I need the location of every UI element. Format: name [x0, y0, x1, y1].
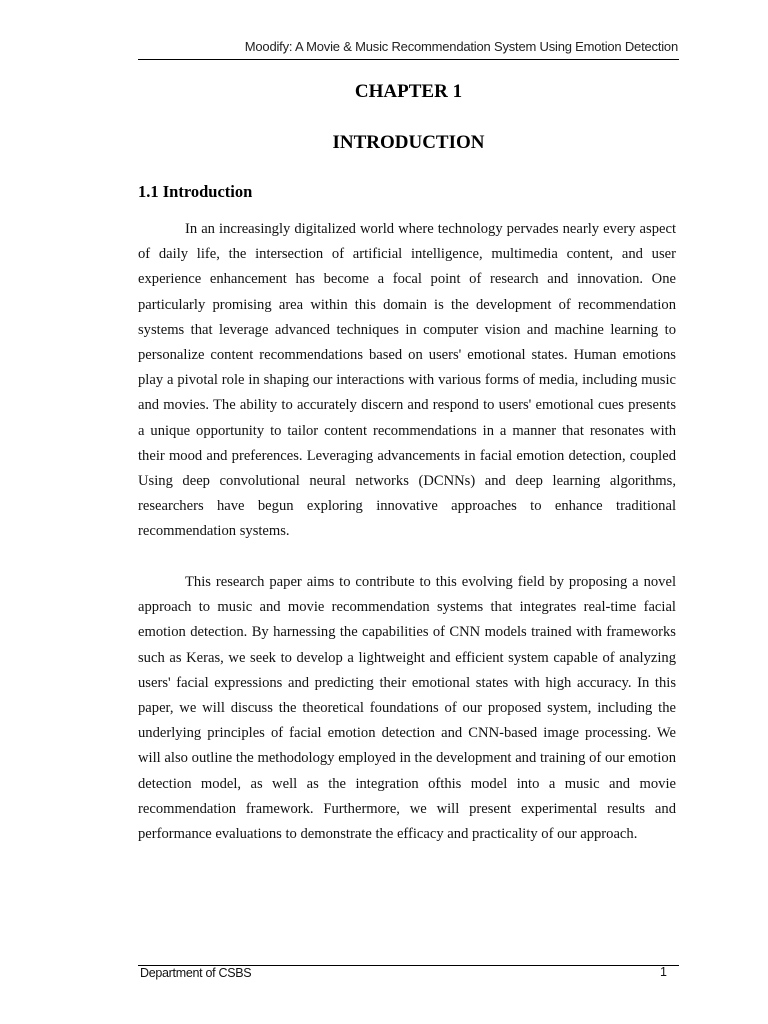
body-paragraph-2: This research paper aims to contribute to this evolving field by proposing a novel approach to music and movie recommendation systems that integrates real-time facial emotion detection. By harnessing the capabilities of CNN models trained with frameworks such as Keras, we seek to develop a lightweight and efficient system capable of analyzing users' facial expressions and predicting their emotional states with high accuracy. In this paper, we will discuss the theoretical foundations of our proposed system, including the underlying principles of facial emotion detection and CNN-based image processing. We will also outline the methodology employed in the development and training of our emotion detection model, as well as the integration ofthis model into a music and movie recommendation framework. Furthermore, we will present experimental results and performance evaluations to demonstrate the efficacy and practicality of our approach. — [138, 574, 676, 843]
chapter-title: INTRODUCTION — [332, 132, 485, 153]
header-rule — [138, 59, 679, 60]
section-heading: 1.1 Introduction — [138, 182, 253, 201]
footer-department: Department of CSBS — [140, 966, 252, 980]
page-number: 1 — [660, 965, 667, 979]
running-header: Moodify: A Movie & Music Recommendation System Using Emotion Detection — [244, 39, 678, 54]
body-paragraph-1: In an increasingly digitalized world where technology pervades nearly every aspect of daily life, the intersection of artificial intelligence, multimedia content, and user experience enhancement has become a focal point of research and innovation. One particularly promising area within this domain is the development of recommendation systems that leverage advanced techniques in computer vision and machine learning to personalize content recommendations based on users' emotional states. Human emotions play a pivotal role in shaping our interactions with various forms of media, including music and movies. The ability to accurately discern and respond to users' emotional cues presents a unique opportunity to tailor content recommendations in a manner that resonates with their mood and preferences. Leveraging advancements in facial emotion detection, coupled Using deep convolutional neural networks (DCNNs) and deep learning algorithms, researchers have begun exploring innovative approaches to enhance traditional recommendation systems. — [138, 221, 676, 540]
chapter-label: CHAPTER 1 — [354, 81, 463, 102]
